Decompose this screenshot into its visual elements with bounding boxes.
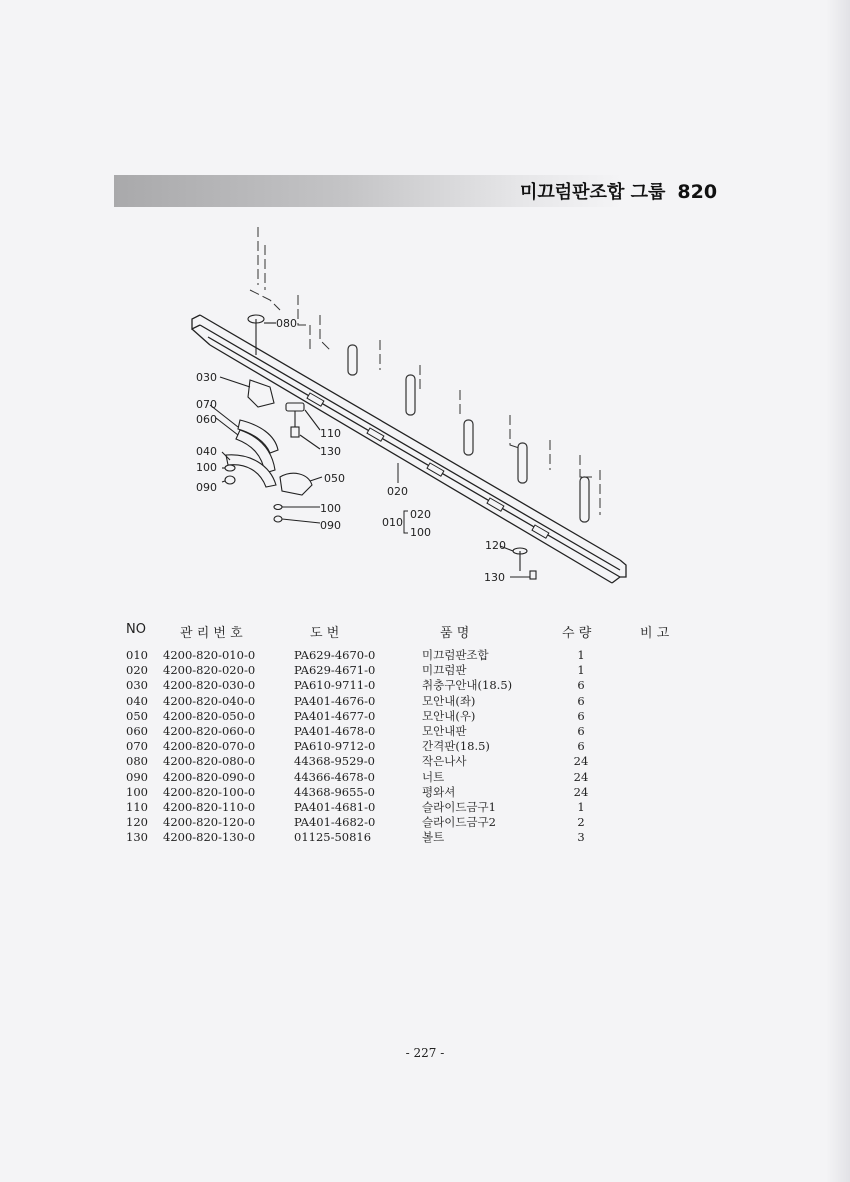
table-row (0, 785, 850, 800)
cell-drawing-no: PA401-4681-0 (294, 799, 376, 814)
cell-drawing-no: PA610-9712-0 (294, 739, 376, 754)
cell-drawing-no: 44368-9655-0 (294, 784, 375, 799)
callout-080: 080 (276, 317, 297, 330)
callout-020: 020 (387, 485, 408, 498)
cell-no: 060 (126, 723, 148, 738)
cell-part-name: 너트 (422, 769, 445, 784)
exploded-parts-diagram (180, 215, 640, 595)
cell-drawing-no: 44368-9529-0 (294, 754, 375, 769)
cell-mgmt-no: 4200-820-010-0 (163, 648, 256, 662)
table-row (0, 770, 850, 785)
table-row (0, 709, 850, 724)
cell-drawing-no: PA629-4670-0 (294, 648, 376, 662)
cell-qty: 6 (577, 739, 585, 754)
callout-110: 110 (320, 427, 341, 440)
callout-100-sub: 100 (410, 526, 431, 539)
scan-edge-shadow (826, 0, 850, 1182)
cell-no: 110 (126, 799, 148, 814)
callout-060: 060 (196, 413, 217, 426)
cell-mgmt-no: 4200-820-030-0 (163, 678, 256, 693)
group-title: 미끄럼판조합 그룹 (520, 182, 666, 203)
cell-qty: 6 (577, 708, 585, 723)
callout-100-left: 100 (196, 461, 217, 474)
cell-no: 020 (126, 663, 148, 678)
cell-mgmt-no: 4200-820-100-0 (163, 784, 256, 799)
table-row (0, 754, 850, 769)
callout-130-upper: 130 (320, 445, 341, 458)
cell-mgmt-no: 4200-820-110-0 (163, 799, 256, 814)
section-title (520, 178, 717, 204)
cell-part-name: 간격판(18.5) (422, 739, 490, 754)
col-header-remarks: 비 고 (640, 626, 670, 641)
cell-qty: 6 (577, 693, 585, 708)
cell-part-name: 볼트 (422, 830, 445, 845)
cell-qty: 24 (573, 784, 589, 799)
cell-mgmt-no: 4200-820-080-0 (163, 754, 256, 769)
cell-drawing-no: 01125-50816 (294, 830, 372, 845)
callout-130-lower: 130 (484, 571, 505, 584)
cell-drawing-no: PA610-9711-0 (294, 678, 376, 693)
cell-qty: 3 (577, 830, 585, 845)
table-row (0, 739, 850, 754)
cell-part-name: 모안내(좌) (422, 693, 476, 708)
cell-mgmt-no: 4200-820-120-0 (163, 815, 256, 830)
col-header-no: NO (126, 622, 146, 637)
cell-part-name: 모안내(우) (422, 708, 476, 723)
cell-mgmt-no: 4200-820-070-0 (163, 739, 256, 754)
table-row (0, 648, 850, 663)
cell-qty: 1 (577, 663, 585, 678)
callout-120: 120 (485, 539, 506, 552)
table-row (0, 800, 850, 815)
cell-part-name: 미끄럼판 (422, 663, 467, 678)
callout-020-sub: 020 (410, 508, 431, 521)
cell-no: 010 (126, 648, 148, 662)
cell-qty: 24 (573, 754, 589, 769)
cell-mgmt-no: 4200-820-090-0 (163, 769, 256, 784)
cell-no: 030 (126, 678, 148, 693)
cell-no: 040 (126, 693, 148, 708)
table-row (0, 694, 850, 709)
cell-drawing-no: PA401-4677-0 (294, 708, 376, 723)
parts-table (0, 648, 850, 845)
col-header-part-name: 품 명 (440, 626, 470, 641)
table-row (0, 815, 850, 830)
callout-030: 030 (196, 371, 217, 384)
table-row (0, 663, 850, 678)
cell-no: 120 (126, 815, 148, 830)
cell-drawing-no: PA401-4676-0 (294, 693, 376, 708)
callout-090-lower: 090 (320, 519, 341, 532)
cell-part-name: 작은나사 (422, 754, 467, 769)
cell-mgmt-no: 4200-820-020-0 (163, 663, 256, 678)
cell-drawing-no: PA401-4678-0 (294, 723, 376, 738)
cell-no: 130 (126, 830, 148, 845)
cell-mgmt-no: 4200-820-060-0 (163, 723, 256, 738)
group-number: 820 (677, 181, 718, 203)
page-number: - 227 - (405, 1046, 445, 1060)
cell-mgmt-no: 4200-820-050-0 (163, 708, 256, 723)
cell-no: 080 (126, 754, 148, 769)
cell-part-name: 슬라이드금구1 (422, 799, 496, 814)
col-header-qty: 수 량 (562, 626, 592, 641)
callout-090-left: 090 (196, 481, 217, 494)
cell-qty: 1 (577, 648, 585, 662)
cell-mgmt-no: 4200-820-040-0 (163, 693, 256, 708)
cell-drawing-no: 44366-4678-0 (294, 769, 375, 784)
callout-070: 070 (196, 398, 217, 411)
cell-part-name: 미끄럼판조합 (422, 648, 489, 662)
callout-100-lower: 100 (320, 502, 341, 515)
table-row (0, 724, 850, 739)
cell-no: 090 (126, 769, 148, 784)
col-header-drawing-no: 도 번 (310, 626, 340, 641)
cell-no: 100 (126, 784, 148, 799)
cell-qty: 2 (577, 815, 585, 830)
table-row (0, 830, 850, 845)
cell-qty: 24 (573, 769, 589, 784)
cell-no: 050 (126, 708, 148, 723)
cell-part-name: 모안내판 (422, 723, 467, 738)
callout-050: 050 (324, 472, 345, 485)
cell-part-name: 슬라이드금구2 (422, 815, 496, 830)
cell-qty: 6 (577, 678, 585, 693)
cell-drawing-no: PA629-4671-0 (294, 663, 376, 678)
cell-mgmt-no: 4200-820-130-0 (163, 830, 256, 845)
callout-040: 040 (196, 445, 217, 458)
cell-qty: 6 (577, 723, 585, 738)
cell-part-name: 평와셔 (422, 784, 456, 799)
cell-no: 070 (126, 739, 148, 754)
cell-part-name: 취충구안내(18.5) (422, 678, 513, 693)
table-row (0, 678, 850, 693)
cell-drawing-no: PA401-4682-0 (294, 815, 376, 830)
callout-010: 010 (382, 516, 403, 529)
col-header-mgmt-no: 관 리 번 호 (180, 626, 243, 641)
cell-qty: 1 (577, 799, 585, 814)
